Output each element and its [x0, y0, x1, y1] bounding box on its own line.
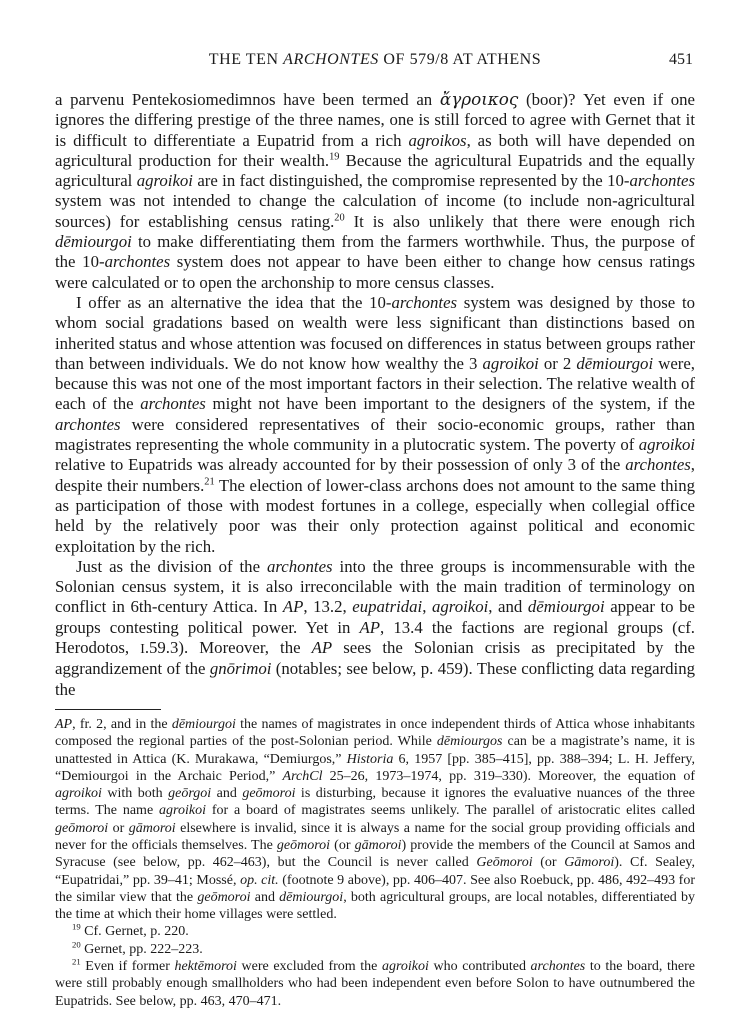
text-run: agroikoi — [638, 435, 695, 455]
text-run: gnōrimoi — [209, 659, 272, 679]
footnote-reference: 20 — [72, 939, 81, 950]
footnotes-block — [55, 716, 695, 1010]
paragraph — [55, 958, 695, 1010]
text-run: ). Cf. Sealey, “Eupatridai,” pp. 39–41; Mossé, — [55, 855, 696, 888]
text-run: or — [108, 820, 129, 836]
text-run: to make differentiating them from the farmers worthwhile. Thus, the purpose of the 10- — [55, 232, 695, 272]
text-run: , and — [488, 597, 528, 617]
text-run: into the three groups is incommensurable with the Solonian census system, it is also irreconcilable with the main tradition of terminology on conflict in 6th-century Attica. In — [55, 556, 695, 617]
text-run: or 2 — [538, 353, 577, 373]
body-text — [55, 89, 695, 700]
footnote-reference: 21 — [204, 476, 215, 488]
text-run: ArchCl — [282, 768, 323, 784]
text-run: and — [211, 786, 243, 802]
paragraph — [55, 557, 695, 700]
text-run: ἄγροικος — [439, 89, 519, 109]
text-run: archontes — [625, 455, 691, 475]
text-run: were considered representatives of their socio-economic groups, rather than magistrates representing the whole community in a plutocratic system. The poverty of — [55, 414, 695, 455]
text-run: I — [140, 641, 145, 657]
footnote-reference: 21 — [72, 956, 81, 967]
text-run: geōmoroi — [276, 837, 331, 853]
text-run: , — [422, 597, 432, 617]
text-run: Because the agricultural Eupatrids and the equally agricultural — [55, 150, 695, 191]
text-run: with both — [101, 786, 169, 802]
text-run: agroikoi — [55, 786, 102, 802]
text-run: were excluded from the — [236, 959, 382, 975]
text-run: AP — [311, 638, 333, 658]
text-run: , as both will have depended on agricultural production for their wealth. — [55, 130, 695, 170]
text-run: agroikoi — [381, 959, 429, 975]
text-run: for a board of magistrates seems unlikely. The parallel of aristocratic elites called — [205, 803, 695, 819]
text-run: , fr. 2, and in the — [72, 716, 172, 732]
footnote-reference: 19 — [329, 151, 340, 163]
text-run: Gernet, pp. 222–223. — [80, 941, 203, 957]
text-run: (or — [330, 837, 355, 853]
text-run: gāmoroi — [354, 837, 402, 853]
text-run: agroikoi — [159, 803, 206, 819]
text-run: archontes — [267, 556, 333, 576]
text-run: Cf. Gernet, p. 220. — [80, 924, 189, 940]
paragraph — [55, 89, 695, 293]
text-run: , despite their numbers. — [55, 455, 695, 495]
paragraph — [55, 941, 695, 958]
text-run: dēmiourgoi — [171, 716, 236, 732]
text-run: 25–26, 1973–1974, pp. 319–330). Moreover, the equation of — [322, 768, 696, 784]
text-run: AP — [282, 597, 304, 617]
text-run: archontes — [55, 414, 121, 434]
page-number: 451 — [669, 51, 693, 68]
text-run: AP — [359, 617, 381, 637]
text-run: agroikos — [408, 130, 467, 150]
text-run: , 13.4 the factions are regional groups (cf. Herodotos, — [55, 617, 695, 658]
text-run: (footnote 9 above), pp. 406–407. See also Roebuck, pp. 486, 492–493 for the similar view that the — [55, 872, 696, 905]
text-run: archontes — [530, 959, 586, 975]
text-run: dēmiourgoi — [55, 232, 132, 252]
text-run: hektēmoroi — [174, 959, 237, 975]
text-run: eupatridai — [352, 597, 423, 617]
text-run: gāmoroi — [128, 820, 176, 836]
text-run: geōmoroi — [197, 889, 251, 905]
text-run: to the board, there were still probably enough smallholders who had been independent even before Solon to have outnumbered the Eupatrids. See below, pp. 463, 470–471. — [55, 959, 695, 1009]
text-run: system does not appear to have been either to change how census ratings were calculated or to open the archonship to more census classes. — [55, 252, 695, 292]
text-run: OF 579/8 AT ATHENS — [378, 51, 542, 68]
text-run: dēmiourgoi — [279, 889, 344, 905]
text-run: dēmiourgoi — [527, 597, 605, 617]
text-run: , both agricultural groups, are local notables, differentiated by the time at which their home villages were settled. — [55, 889, 696, 923]
text-run: dēmiourgos — [436, 734, 503, 750]
text-run: can be a magistrate’s name, it is unattested in Attica (K. Murakawa, “Demiurgos,” — [55, 734, 695, 767]
text-run: sees the Solonian crisis as precipitated by the aggrandizement of the — [55, 638, 695, 679]
text-run: ) provide the members of the Council at Samos and Syracuse (see below, pp. 462–463), but the Council is never called — [55, 837, 695, 871]
text-run: Historia — [346, 751, 394, 767]
text-run: I offer as an alternative the idea that the 10- — [76, 292, 392, 312]
text-run: who contributed — [428, 959, 531, 975]
text-column — [55, 50, 695, 1010]
paragraph — [55, 923, 695, 940]
text-run: a parvenu Pentekosiomedimnos have been termed an — [55, 90, 440, 109]
text-run: might not have been important to the designers of the system, if the — [205, 394, 695, 414]
text-run: agroikoi — [432, 597, 489, 617]
text-run: agroikoi — [136, 171, 193, 191]
text-run: archontes — [140, 394, 206, 414]
text-run: appear to be groups contesting political power. Yet in — [55, 597, 695, 637]
text-run: relative to Eupatrids was already accounted for by their possession of only 3 of the — [55, 455, 626, 475]
text-run: ARCHONTES — [283, 51, 379, 68]
text-run: were, because this was not one of the most important factors in their selection. The relative wealth of each of the — [55, 353, 696, 414]
text-run: (notables; see below, p. 459). These conflicting data regarding the — [55, 659, 695, 699]
text-run: agroikoi — [482, 353, 539, 373]
text-run: It is also unlikely that there were enough rich — [344, 211, 695, 231]
text-run: archontes — [391, 292, 458, 312]
text-run: Gāmoroi — [564, 855, 615, 871]
text-run: system was designed by those to whom social gradations based on wealth were less significant than distinctions based on inherited status and whose attention was focused on differences in status between groups rather than between individuals. We do not know how wealthy the 3 — [55, 292, 696, 373]
text-run: is disturbing, because it ignores the evaluative nuances of the three terms. The name — [55, 786, 695, 819]
text-run: system was not intended to change the calculation of income (to include non-agricultural sources) for establishing census rating. — [55, 191, 695, 231]
text-run: are in fact distinguished, the compromise represented by the 10- — [192, 171, 630, 191]
text-run: geōmoroi — [55, 820, 109, 836]
text-run: Geōmoroi — [476, 855, 533, 871]
text-run: 6, 1957 [pp. 385–415], pp. 388–394; L. H. Jeffery, “Demiourgoi in the Archaic Period,” — [55, 751, 696, 784]
text-run: geōrgoi — [168, 786, 212, 802]
text-run: AP — [55, 716, 73, 732]
text-run: (boor)? Yet even if one ignores the differing prestige of the three names, one is still forced to agree with Gernet that it is difficult to differentiate a Eupatrid from a rich — [55, 90, 695, 150]
text-run: archontes — [104, 252, 171, 272]
text-run: dēmiourgoi — [576, 353, 654, 373]
text-run: THE TEN — [208, 51, 284, 68]
running-head — [55, 50, 695, 70]
text-run: op. cit. — [240, 872, 279, 888]
footnote-reference: 19 — [72, 921, 81, 932]
text-run: elsewhere is invalid, since it is always a name for the social group providing officials and never for the officials themselves. The — [55, 820, 695, 853]
text-run: archontes — [629, 171, 696, 191]
paragraph — [55, 716, 695, 924]
text-run: and — [250, 889, 280, 905]
text-run: the names of magistrates in once independent thirds of Attica whose inhabitants composed the regional parties of the post-Solonian period. While — [55, 716, 695, 750]
paragraph — [55, 293, 695, 557]
text-run: (or — [532, 855, 565, 871]
footnote-reference: 20 — [334, 212, 345, 224]
text-run: , 13.2, — [303, 597, 353, 617]
text-run: Just as the division of the — [76, 556, 267, 576]
page-title — [209, 51, 542, 68]
footnote-separator-rule — [55, 709, 161, 710]
text-run: .59.3). Moreover, the — [144, 638, 312, 658]
text-run: Even if former — [80, 959, 175, 975]
text-run: geōmoroi — [242, 786, 296, 802]
text-run: The election of lower-class archons does not amount to the same thing as participation of those with modest fortunes in a college, especially when collegial office held by the relatively poor was their only protection against political and economic exploitation by the rich. — [55, 475, 696, 556]
